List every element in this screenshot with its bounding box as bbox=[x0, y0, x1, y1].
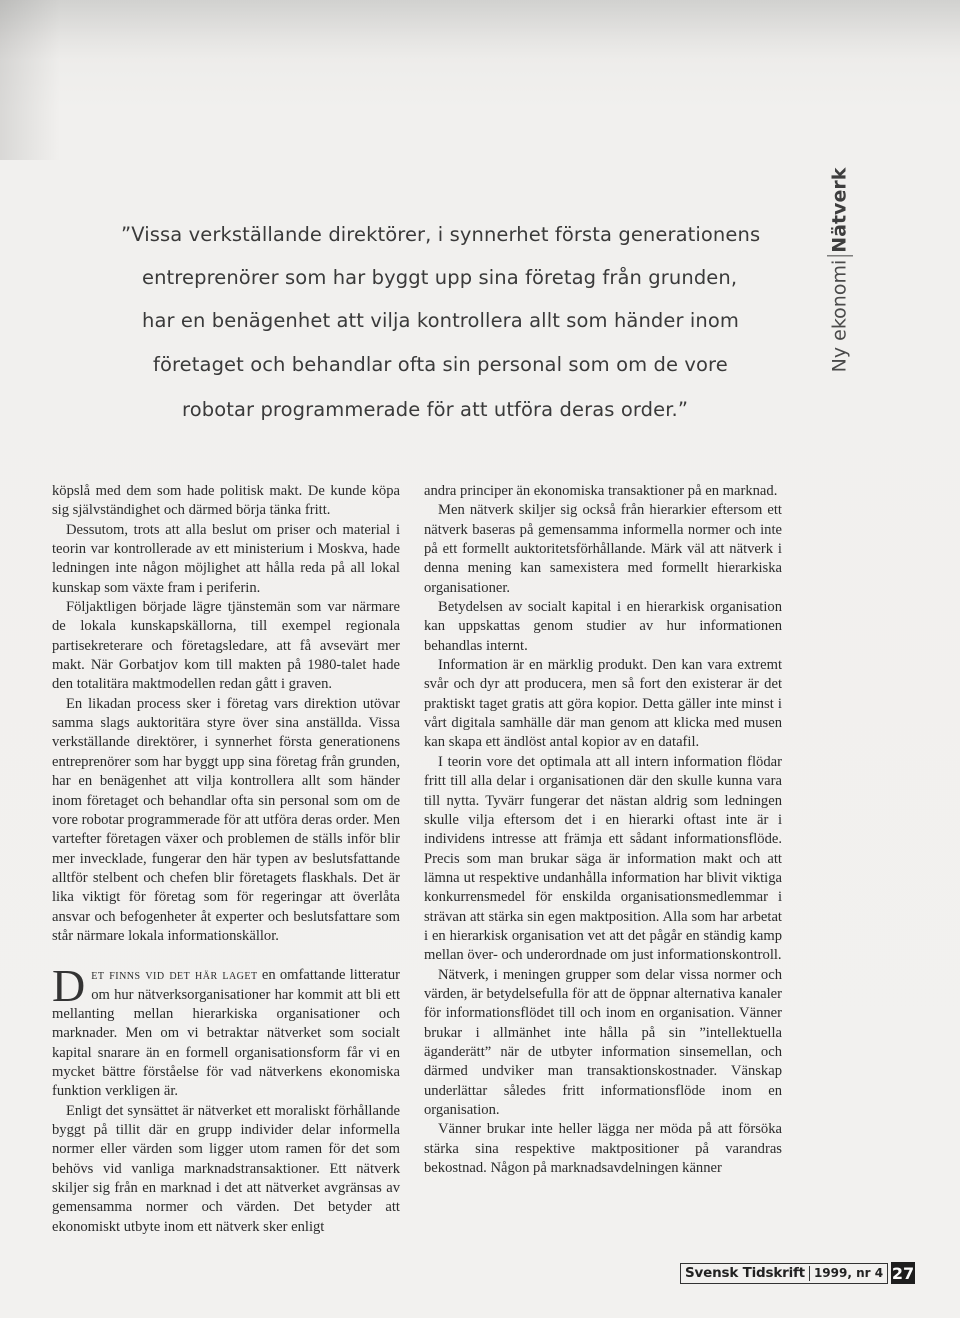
paragraph: andra principer än ekonomiska transaktioner på en marknad. bbox=[424, 483, 778, 499]
dropcap-paragraph bbox=[52, 960, 400, 1101]
pull-quote-line: företaget och behandlar ofta sin personal som om de vore bbox=[153, 353, 728, 376]
right-column bbox=[424, 482, 782, 1178]
paragraph: Dessutom, trots att alla beslut om priser och material i teorin var kontrollerade av ett ministerium i Moskva, hade ledningen inte någon möjlighet att hålla reda på all lokal kunskap som växte fram i periferin. bbox=[52, 521, 400, 596]
left-column bbox=[52, 482, 400, 1237]
magazine-name: Svensk Tidskrift bbox=[685, 1265, 805, 1281]
paragraph: Enligt det synsättet är nätverket ett moraliskt förhållande byggt på tillit där en grupp individer delar informella normer eller värden som ligger utom ramen för det som behövs vid vanliga marknadstransaktioner. Ett nätverk skiljer sig från en marknad i det att nätverket avgränsas av gemensamma normer och värden. Det betyder att ekonomiskt utbyte inom ett nätverk sker enligt bbox=[52, 1102, 400, 1235]
pull-quote-line: robotar programmerade för att utföra deras order.” bbox=[182, 398, 689, 421]
paragraph: I teorin vore det optimala att all intern information flödar fritt till alla delar i organisationen där den skulle kunna vara till nytta. Tyvärr fungerar det nästan aldrig som ledningen skulle vilja eftersom det i en hierarki oftast inte är i individens intresse att främja ett sådant informationsflöde. Precis som man brukar säga är information makt och att lämna ut respektive undanhålla information har blivit viktiga konkurrensmedel för enskilda organisationsmedlemmar i strävan att stärka sin egen maktposition. Alla som har arbetat i en hierarkisk organisation vet att det pågår en ständig kamp mellan över- och underordnade om just informationskontroll. bbox=[424, 753, 782, 964]
paragraph: Betydelsen av socialt kapital i en hierarkisk organisation kan uppskattas genom studier av hur informationen behandlas internt. bbox=[424, 599, 782, 654]
paragraph: Vänner brukar inte heller lägga ner möda på att försöka stärka sina respektive maktpositioner på varandras bekostnad. Någon på marknadsavdelningen känner bbox=[424, 1121, 782, 1177]
page-number: 27 bbox=[891, 1263, 915, 1283]
issue-info: 1999, nr 4 bbox=[813, 1266, 884, 1280]
paragraph: En likadan process sker i företag vars direktion utövar samma slags auktoritära styre över sina anställda. Vissa verkställande direktörer, i synnerhet första generationens entreprenörer som har byggt upp sina företag från grunden, har en benägenhet att vilja kontrollera allt som händer inom företaget och behandlar ofta sin personal som om de vore robotar programmerade för att utföra deras order. Men vartefter företagen växer och problemen de ställs inför blir mer invecklade, fungerar den här typen av beslutsfattande alltför stelbent och chefen blir företagets flaskhals. Det är lika viktigt för företag som för regeringar att överlåta ansvar och befogenheter åt experter och beslutsfattare som står närmare lokala informationskällor. bbox=[52, 695, 400, 944]
section-tab-bold: Nätverk bbox=[828, 167, 851, 253]
paragraph-rest: en omfattande litteratur om hur nätverksorganisationer har kommit att bli ett mellanting mellan hierarkiska organisationer och marknader. Men om vi betraktar nätverket som socialt kapital snarare än en formell organisationsform får vi en mycket bättre förståelse för vad nätverkens ekonomiska funktion verkligen är. bbox=[52, 967, 400, 1100]
pull-quote-line: ”Vissa verkställande direktörer, i synnerhet första generationens bbox=[121, 223, 761, 246]
dropcap: D bbox=[52, 960, 86, 1012]
paragraph: Följaktligen började lägre tjänstemän som var närmare de lokala kunskapskällorna, till exempel regionala partisekreterare och företagsledare, att få avsevärt mer makt. När Gorbatjov kom till makten på 1980-talet hade den totalitära maktmodellen redan gått i graven. bbox=[52, 599, 400, 693]
paragraph: köpslå med dem som hade politisk makt. De kunde köpa sig självständighet och därmed börja tänka fritt. bbox=[52, 483, 400, 519]
page-footer bbox=[680, 1262, 915, 1284]
lead-in: et finns vid det här laget bbox=[91, 967, 258, 984]
paragraph: Men nätverk skiljer sig också från hierarkier eftersom ett nätverk baseras på gemensamma informella normer och inte på ett formellt auktoritetsförhållande. Märk väl att nätverk i denna mening kan samexistera med formellt hierarkiska organisationer. bbox=[424, 502, 782, 596]
magazine-label bbox=[680, 1263, 888, 1284]
paragraph: Nätverk, i meningen grupper som delar vissa normer och värden, är betydelsefulla för att de öppnar alternativa kanaler för informationsflödet till och inom en organisation. Vänner brukar i allmänhet inte hålla på sin ”intellektuella äganderätt” när de utbyter information sinsemellan, och därmed undviker man transaktionskostnader. Vänskap underlättar således fritt informationsflöde inom en organisation. bbox=[424, 966, 782, 1118]
paragraph: Information är en märklig produkt. Den kan vara extremt svår och dyr att producera, men så fort den existerar är det praktiskt taget gratis att göra kopior. Detta gäller inte minst i vårt digitala samhälle där man genom att klicka med musen kan skapa ett ändlöst antal kopior av en datafil. bbox=[424, 657, 782, 751]
page-shadow-left bbox=[0, 0, 60, 160]
pull-quote-line: har en benägenhet att vilja kontrollera allt som händer inom bbox=[142, 309, 739, 332]
page-shadow bbox=[0, 0, 960, 60]
footer-divider bbox=[809, 1266, 810, 1281]
section-tab bbox=[820, 150, 860, 390]
pull-quote-line: entreprenörer som har byggt upp sina företag från grunden, bbox=[142, 266, 738, 289]
section-tab-light: Ny ekonomi bbox=[828, 259, 851, 373]
section-tab-divider bbox=[827, 256, 853, 257]
